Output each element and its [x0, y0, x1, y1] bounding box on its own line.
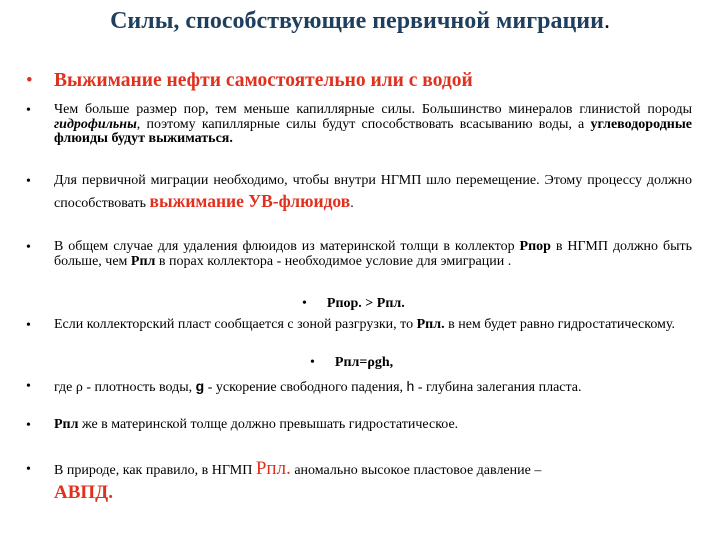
text-run: - плотность воды,	[82, 380, 196, 395]
bullet-marker: •	[310, 355, 315, 370]
text-run: Для первичной миграции необходимо, чтобы внутри НГМП шло перемещение. Этому процессу должно способствовать	[54, 173, 692, 211]
text-run: аномально высокое пластовое давление –	[294, 463, 542, 478]
paragraph-abnormal-pressure	[54, 458, 692, 506]
symbol-p-formation: Рпл	[54, 417, 79, 432]
text-run: В природе, как правило, в НГМП	[54, 463, 256, 478]
bullet-marker: •	[302, 296, 307, 311]
symbol-g: g	[195, 378, 205, 394]
bullet-marker: •	[26, 70, 33, 91]
emphasis-squeezing-fluids: выжимание УВ-флюидов	[149, 191, 351, 211]
bullet-marker: •	[26, 103, 31, 118]
paragraph-hydrostatic	[54, 318, 692, 333]
text-run: в НГМП должно быть больше, чем	[54, 239, 693, 269]
paragraph-legend	[54, 379, 692, 396]
text-run: Если коллекторский пласт сообщается с зоной разгрузки, то	[54, 317, 417, 332]
text-run: где	[54, 380, 76, 395]
bullet-marker: •	[26, 462, 31, 477]
paragraph-primary-migration	[54, 171, 692, 214]
paragraph-source-rock	[54, 418, 692, 433]
paragraph-capillary	[54, 103, 692, 147]
bullet-marker: •	[26, 379, 31, 394]
text-run: же в материнской толще должно превышать гидростатическое.	[78, 417, 459, 432]
title-text: Силы, способствующие первичной миграции	[110, 8, 604, 34]
text-run: В общем случае для удаления флюидов из материнской толщи в коллектор	[54, 239, 520, 254]
text-run: в порах коллектора - необходимое условие для эмиграции .	[155, 253, 512, 269]
title-dot: .	[603, 8, 610, 34]
emphasis-hydrocarbon-fluids: углеводородные флюиды будут выжиматься.	[54, 116, 692, 146]
formula-pressure-inequality	[302, 296, 405, 312]
bullet-marker: •	[26, 418, 31, 433]
symbol-p-pore: Рпор	[519, 239, 551, 254]
symbol-p-formation: Рпл.	[416, 317, 445, 332]
text-run: Чем больше размер пор, тем меньше капиллярные силы. Большинство минералов глинистой породы	[54, 102, 692, 117]
symbol-h: h	[406, 378, 415, 394]
symbol-p-formation-emphasis: Рпл.	[255, 458, 291, 479]
text-run: , поэтому капиллярные силы будут способствовать всасыванию воды, а	[136, 116, 591, 132]
formula-hydrostatic	[310, 355, 393, 371]
emphasis-hydrophilic: гидрофильны	[54, 116, 137, 132]
symbol-rho: ρ	[75, 380, 83, 395]
paragraph-pressure-condition	[54, 240, 692, 269]
text-run: - глубина залегания пласта.	[414, 380, 582, 395]
text-run: .	[350, 196, 354, 211]
text-run: в нем будет равно гидростатическому.	[444, 317, 676, 332]
bullet-marker: •	[26, 174, 31, 189]
symbol-p-formation: Рпл	[130, 253, 156, 269]
bullet-marker: •	[26, 318, 31, 333]
slide-title	[0, 8, 720, 35]
bullet-marker: •	[26, 240, 31, 255]
formula-text: Рпор. > Рпл.	[326, 296, 405, 311]
heading-text: Выжимание нефти самостоятельно или с водой	[54, 70, 473, 91]
acronym-avpd: АВПД.	[54, 482, 113, 503]
formula-text: Рпл=ρgh,	[334, 355, 394, 370]
text-run: - ускорение свободного падения,	[204, 380, 407, 395]
